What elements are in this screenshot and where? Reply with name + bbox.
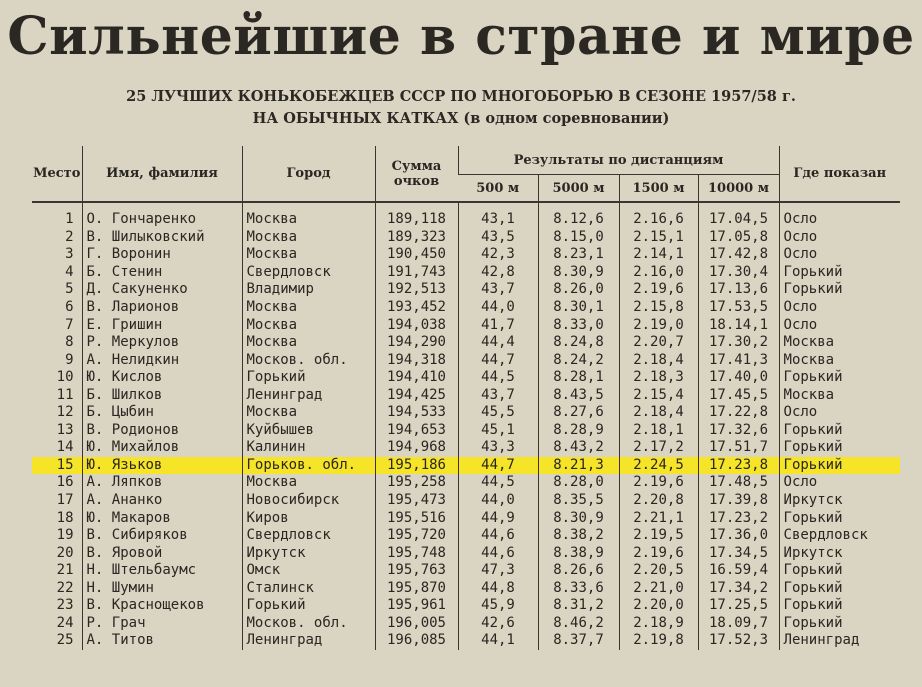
cell-place: 8 bbox=[65, 334, 74, 351]
cell-5000m: 8.43,5 bbox=[538, 386, 619, 404]
cell-500m: 44,6 bbox=[458, 544, 538, 562]
header-1500m: 1500 м bbox=[619, 175, 698, 203]
table-row bbox=[32, 404, 900, 422]
cell-where: Осло bbox=[779, 299, 900, 317]
cell-10000m: 17.34,5 bbox=[698, 544, 779, 562]
cell-place: 18 bbox=[56, 509, 74, 526]
cell-500m: 44,7 bbox=[458, 351, 538, 369]
cell-10000m: 17.52,3 bbox=[698, 632, 779, 650]
table-header bbox=[32, 146, 900, 202]
cell-1500m: 2.18,1 bbox=[619, 422, 698, 440]
cell-city: Горьков. обл. bbox=[242, 457, 375, 475]
cell-city: Владимир bbox=[242, 281, 375, 299]
cell-1500m: 2.15,4 bbox=[619, 386, 698, 404]
cell-10000m: 17.30,2 bbox=[698, 334, 779, 352]
cell-1500m: 2.21,1 bbox=[619, 509, 698, 527]
cell-where: Горький bbox=[779, 579, 900, 597]
cell-place: 15 bbox=[32, 457, 82, 475]
cell-place: 24 bbox=[56, 614, 74, 631]
cell-sum: 194,410 bbox=[375, 369, 458, 387]
cell-500m: 43,1 bbox=[458, 202, 538, 229]
cell-city: Горький bbox=[242, 369, 375, 387]
cell-sum: 195,516 bbox=[375, 509, 458, 527]
header-500m: 500 м bbox=[458, 175, 538, 203]
cell-sum: 196,085 bbox=[375, 632, 458, 650]
cell-place: 25 bbox=[56, 632, 74, 649]
cell-where: Горький bbox=[779, 457, 900, 475]
table-row bbox=[32, 334, 900, 352]
cell-place: 3 bbox=[65, 246, 74, 263]
cell-1500m: 2.16,0 bbox=[619, 264, 698, 282]
table-row bbox=[32, 615, 900, 633]
cell-place: 21 bbox=[56, 562, 74, 579]
cell-1500m: 2.18,9 bbox=[619, 615, 698, 633]
cell-sum: 190,450 bbox=[375, 246, 458, 264]
table-row bbox=[32, 299, 900, 317]
cell-500m: 43,5 bbox=[458, 229, 538, 247]
cell-500m: 44,6 bbox=[458, 527, 538, 545]
cell-1500m: 2.18,4 bbox=[619, 404, 698, 422]
cell-5000m: 8.26,0 bbox=[538, 281, 619, 299]
table-row bbox=[32, 369, 900, 387]
table-row bbox=[32, 386, 900, 404]
table-row bbox=[32, 597, 900, 615]
cell-500m: 44,8 bbox=[458, 579, 538, 597]
table-row bbox=[32, 527, 900, 545]
cell-5000m: 8.37,7 bbox=[538, 632, 619, 650]
cell-name: А. Нелидкин bbox=[82, 351, 242, 369]
cell-sum: 191,743 bbox=[375, 264, 458, 282]
cell-5000m: 8.30,9 bbox=[538, 509, 619, 527]
cell-5000m: 8.24,8 bbox=[538, 334, 619, 352]
cell-place: 22 bbox=[56, 579, 74, 596]
cell-10000m: 16.59,4 bbox=[698, 562, 779, 580]
cell-sum: 195,473 bbox=[375, 492, 458, 510]
cell-place: 6 bbox=[65, 299, 74, 315]
cell-place: 16 bbox=[56, 474, 74, 491]
cell-5000m: 8.28,0 bbox=[538, 474, 619, 492]
cell-city: Ленинград bbox=[242, 386, 375, 404]
header-where: Где показан bbox=[779, 146, 900, 202]
cell-1500m: 2.18,3 bbox=[619, 369, 698, 387]
subtitle-line-1: 25 ЛУЧШИХ КОНЬКОБЕЖЦЕВ СССР ПО МНОГОБОРЬЮ В СЕЗОНЕ 1957/58 г. bbox=[126, 88, 796, 105]
cell-5000m: 8.30,9 bbox=[538, 264, 619, 282]
cell-where: Свердловск bbox=[779, 527, 900, 545]
cell-place: 11 bbox=[56, 386, 74, 403]
cell-where: Горький bbox=[779, 369, 900, 387]
cell-name: А. Ананко bbox=[82, 492, 242, 510]
cell-500m: 44,0 bbox=[458, 492, 538, 510]
cell-name: Б. Стенин bbox=[82, 264, 242, 282]
table-row bbox=[32, 439, 900, 457]
cell-5000m: 8.24,2 bbox=[538, 351, 619, 369]
cell-500m: 47,3 bbox=[458, 562, 538, 580]
table-row bbox=[32, 544, 900, 562]
table-row bbox=[32, 474, 900, 492]
cell-500m: 44,4 bbox=[458, 334, 538, 352]
cell-where: Ленинград bbox=[779, 632, 900, 650]
cell-10000m: 17.25,5 bbox=[698, 597, 779, 615]
cell-1500m: 2.14,1 bbox=[619, 246, 698, 264]
cell-500m: 42,3 bbox=[458, 246, 538, 264]
table-row bbox=[32, 351, 900, 369]
cell-name: Е. Гришин bbox=[82, 316, 242, 334]
cell-place: 2 bbox=[65, 228, 74, 245]
cell-name: В. Краснощеков bbox=[82, 597, 242, 615]
cell-city: Москов. обл. bbox=[242, 615, 375, 633]
cell-city: Москов. обл. bbox=[242, 351, 375, 369]
cell-sum: 195,258 bbox=[375, 474, 458, 492]
cell-where: Горький bbox=[779, 509, 900, 527]
cell-10000m: 17.30,4 bbox=[698, 264, 779, 282]
table-row bbox=[32, 316, 900, 334]
cell-10000m: 17.48,5 bbox=[698, 474, 779, 492]
cell-city: Москва bbox=[242, 334, 375, 352]
cell-where: Москва bbox=[779, 334, 900, 352]
cell-place: 7 bbox=[65, 316, 74, 333]
table-row-highlighted bbox=[32, 457, 900, 475]
cell-where: Горький bbox=[779, 439, 900, 457]
cell-500m: 44,5 bbox=[458, 369, 538, 387]
table-row bbox=[32, 579, 900, 597]
cell-sum: 195,961 bbox=[375, 597, 458, 615]
cell-10000m: 17.23,2 bbox=[698, 509, 779, 527]
table-body bbox=[32, 202, 900, 650]
table-row bbox=[32, 246, 900, 264]
cell-500m: 44,9 bbox=[458, 509, 538, 527]
cell-where: Иркутск bbox=[779, 544, 900, 562]
cell-sum: 195,870 bbox=[375, 579, 458, 597]
cell-10000m: 17.13,6 bbox=[698, 281, 779, 299]
cell-city: Горький bbox=[242, 597, 375, 615]
cell-10000m: 17.42,8 bbox=[698, 246, 779, 264]
cell-name: А. Ляпков bbox=[82, 474, 242, 492]
table-row bbox=[32, 562, 900, 580]
cell-1500m: 2.19,5 bbox=[619, 527, 698, 545]
cell-5000m: 8.21,3 bbox=[538, 457, 619, 475]
page-title: Сильнейшие в стране и мире bbox=[7, 6, 915, 67]
cell-place: 13 bbox=[56, 421, 74, 438]
cell-name: Ю. Кислов bbox=[82, 369, 242, 387]
table-row bbox=[32, 264, 900, 282]
cell-place: 5 bbox=[65, 281, 74, 298]
cell-city: Свердловск bbox=[242, 264, 375, 282]
cell-city: Москва bbox=[242, 229, 375, 247]
cell-500m: 45,9 bbox=[458, 597, 538, 615]
cell-where: Горький bbox=[779, 615, 900, 633]
header-name: Имя, фамилия bbox=[82, 146, 242, 202]
cell-1500m: 2.24,5 bbox=[619, 457, 698, 475]
cell-city: Куйбышев bbox=[242, 422, 375, 440]
cell-1500m: 2.19,8 bbox=[619, 632, 698, 650]
cell-where: Осло bbox=[779, 316, 900, 334]
cell-5000m: 8.38,9 bbox=[538, 544, 619, 562]
cell-5000m: 8.46,2 bbox=[538, 615, 619, 633]
cell-10000m: 17.39,8 bbox=[698, 492, 779, 510]
cell-10000m: 18.09,7 bbox=[698, 615, 779, 633]
cell-10000m: 17.04,5 bbox=[698, 202, 779, 229]
cell-place: 17 bbox=[56, 492, 74, 509]
cell-sum: 195,720 bbox=[375, 527, 458, 545]
cell-where: Осло bbox=[779, 229, 900, 247]
cell-where: Осло bbox=[779, 202, 900, 229]
cell-city: Иркутск bbox=[242, 544, 375, 562]
cell-place: 10 bbox=[56, 369, 74, 386]
cell-500m: 44,7 bbox=[458, 457, 538, 475]
cell-500m: 44,1 bbox=[458, 632, 538, 650]
cell-name: Б. Цыбин bbox=[82, 404, 242, 422]
cell-1500m: 2.19,0 bbox=[619, 316, 698, 334]
cell-5000m: 8.28,9 bbox=[538, 422, 619, 440]
cell-5000m: 8.28,1 bbox=[538, 369, 619, 387]
cell-name: О. Гончаренко bbox=[82, 202, 242, 229]
results-table bbox=[32, 146, 900, 650]
cell-10000m: 17.53,5 bbox=[698, 299, 779, 317]
cell-where: Осло bbox=[779, 404, 900, 422]
cell-5000m: 8.43,2 bbox=[538, 439, 619, 457]
cell-5000m: 8.27,6 bbox=[538, 404, 619, 422]
cell-city: Москва bbox=[242, 404, 375, 422]
cell-1500m: 2.19,6 bbox=[619, 544, 698, 562]
cell-10000m: 17.23,8 bbox=[698, 457, 779, 475]
cell-10000m: 17.41,3 bbox=[698, 351, 779, 369]
cell-sum: 194,290 bbox=[375, 334, 458, 352]
cell-5000m: 8.15,0 bbox=[538, 229, 619, 247]
cell-where: Осло bbox=[779, 474, 900, 492]
cell-500m: 45,1 bbox=[458, 422, 538, 440]
cell-10000m: 17.34,2 bbox=[698, 579, 779, 597]
header-city: Город bbox=[242, 146, 375, 202]
cell-city: Омск bbox=[242, 562, 375, 580]
cell-name: В. Родионов bbox=[82, 422, 242, 440]
header-10000m: 10000 м bbox=[698, 175, 779, 203]
cell-sum: 194,968 bbox=[375, 439, 458, 457]
cell-5000m: 8.23,1 bbox=[538, 246, 619, 264]
cell-500m: 42,6 bbox=[458, 615, 538, 633]
cell-1500m: 2.17,2 bbox=[619, 439, 698, 457]
cell-city: Москва bbox=[242, 246, 375, 264]
cell-sum: 192,513 bbox=[375, 281, 458, 299]
cell-name: В. Шилыковский bbox=[82, 229, 242, 247]
cell-where: Горький bbox=[779, 264, 900, 282]
cell-name: Ю. Язьков bbox=[82, 457, 242, 475]
cell-10000m: 17.22,8 bbox=[698, 404, 779, 422]
cell-sum: 195,748 bbox=[375, 544, 458, 562]
cell-5000m: 8.38,2 bbox=[538, 527, 619, 545]
cell-name: В. Сибиряков bbox=[82, 527, 242, 545]
cell-sum: 189,118 bbox=[375, 202, 458, 229]
cell-5000m: 8.26,6 bbox=[538, 562, 619, 580]
cell-1500m: 2.20,5 bbox=[619, 562, 698, 580]
cell-1500m: 2.20,0 bbox=[619, 597, 698, 615]
cell-name: В. Ларионов bbox=[82, 299, 242, 317]
table-row bbox=[32, 422, 900, 440]
cell-name: Р. Грач bbox=[82, 615, 242, 633]
cell-city: Москва bbox=[242, 202, 375, 229]
cell-where: Москва bbox=[779, 386, 900, 404]
header-place: Место bbox=[32, 146, 82, 202]
cell-place: 19 bbox=[56, 527, 74, 544]
cell-name: Ю. Михайлов bbox=[82, 439, 242, 457]
cell-sum: 194,425 bbox=[375, 386, 458, 404]
cell-name: Н. Штельбаумс bbox=[82, 562, 242, 580]
cell-1500m: 2.20,7 bbox=[619, 334, 698, 352]
cell-500m: 45,5 bbox=[458, 404, 538, 422]
table-row bbox=[32, 281, 900, 299]
cell-where: Горький bbox=[779, 281, 900, 299]
table-row bbox=[32, 509, 900, 527]
cell-where: Горький bbox=[779, 422, 900, 440]
cell-place: 14 bbox=[56, 439, 74, 456]
cell-10000m: 17.32,6 bbox=[698, 422, 779, 440]
cell-place: 4 bbox=[65, 263, 74, 280]
table-row bbox=[32, 632, 900, 650]
subtitle-line-2: НА ОБЫЧНЫХ КАТКАХ (в одном соревновании) bbox=[252, 110, 670, 127]
cell-10000m: 17.51,7 bbox=[698, 439, 779, 457]
cell-500m: 43,7 bbox=[458, 386, 538, 404]
cell-sum: 196,005 bbox=[375, 615, 458, 633]
cell-1500m: 2.19,6 bbox=[619, 474, 698, 492]
cell-5000m: 8.35,5 bbox=[538, 492, 619, 510]
cell-1500m: 2.21,0 bbox=[619, 579, 698, 597]
table-row bbox=[32, 492, 900, 510]
cell-where: Иркутск bbox=[779, 492, 900, 510]
cell-10000m: 17.40,0 bbox=[698, 369, 779, 387]
cell-place: 9 bbox=[65, 351, 74, 368]
cell-city: Москва bbox=[242, 474, 375, 492]
cell-1500m: 2.15,8 bbox=[619, 299, 698, 317]
cell-5000m: 8.33,0 bbox=[538, 316, 619, 334]
cell-500m: 41,7 bbox=[458, 316, 538, 334]
cell-where: Москва bbox=[779, 351, 900, 369]
cell-name: Н. Шумин bbox=[82, 579, 242, 597]
cell-name: Р. Меркулов bbox=[82, 334, 242, 352]
cell-name: А. Титов bbox=[82, 632, 242, 650]
cell-place: 12 bbox=[56, 404, 74, 421]
header-5000m: 5000 м bbox=[538, 175, 619, 203]
cell-sum: 193,452 bbox=[375, 299, 458, 317]
header-results: Результаты по дистанциям bbox=[458, 146, 779, 175]
cell-1500m: 2.18,4 bbox=[619, 351, 698, 369]
cell-500m: 44,5 bbox=[458, 474, 538, 492]
table-row bbox=[32, 202, 900, 229]
cell-city: Сталинск bbox=[242, 579, 375, 597]
cell-place: 20 bbox=[56, 544, 74, 561]
cell-sum: 194,653 bbox=[375, 422, 458, 440]
cell-place: 1 bbox=[65, 211, 74, 228]
cell-name: Б. Шилков bbox=[82, 386, 242, 404]
cell-5000m: 8.33,6 bbox=[538, 579, 619, 597]
cell-sum: 194,318 bbox=[375, 351, 458, 369]
cell-name: Г. Воронин bbox=[82, 246, 242, 264]
cell-where: Горький bbox=[779, 597, 900, 615]
cell-city: Свердловск bbox=[242, 527, 375, 545]
cell-sum: 195,186 bbox=[375, 457, 458, 475]
header-sum: Сумма очков bbox=[375, 146, 458, 202]
cell-city: Москва bbox=[242, 316, 375, 334]
cell-5000m: 8.12,6 bbox=[538, 202, 619, 229]
cell-name: В. Яровой bbox=[82, 544, 242, 562]
cell-sum: 194,038 bbox=[375, 316, 458, 334]
cell-1500m: 2.20,8 bbox=[619, 492, 698, 510]
cell-1500m: 2.19,6 bbox=[619, 281, 698, 299]
cell-place: 23 bbox=[56, 597, 74, 614]
cell-1500m: 2.15,1 bbox=[619, 229, 698, 247]
cell-city: Москва bbox=[242, 299, 375, 317]
cell-500m: 43,3 bbox=[458, 439, 538, 457]
cell-sum: 195,763 bbox=[375, 562, 458, 580]
cell-name: Д. Сакуненко bbox=[82, 281, 242, 299]
cell-10000m: 17.45,5 bbox=[698, 386, 779, 404]
cell-500m: 42,8 bbox=[458, 264, 538, 282]
cell-city: Ленинград bbox=[242, 632, 375, 650]
cell-500m: 44,0 bbox=[458, 299, 538, 317]
cell-5000m: 8.31,2 bbox=[538, 597, 619, 615]
cell-city: Калинин bbox=[242, 439, 375, 457]
cell-5000m: 8.30,1 bbox=[538, 299, 619, 317]
cell-500m: 43,7 bbox=[458, 281, 538, 299]
table-row bbox=[32, 229, 900, 247]
cell-sum: 189,323 bbox=[375, 229, 458, 247]
cell-where: Осло bbox=[779, 246, 900, 264]
cell-10000m: 17.05,8 bbox=[698, 229, 779, 247]
cell-name: Ю. Макаров bbox=[82, 509, 242, 527]
cell-sum: 194,533 bbox=[375, 404, 458, 422]
cell-where: Горький bbox=[779, 562, 900, 580]
cell-10000m: 17.36,0 bbox=[698, 527, 779, 545]
cell-1500m: 2.16,6 bbox=[619, 202, 698, 229]
cell-10000m: 18.14,1 bbox=[698, 316, 779, 334]
cell-city: Киров bbox=[242, 509, 375, 527]
cell-city: Новосибирск bbox=[242, 492, 375, 510]
